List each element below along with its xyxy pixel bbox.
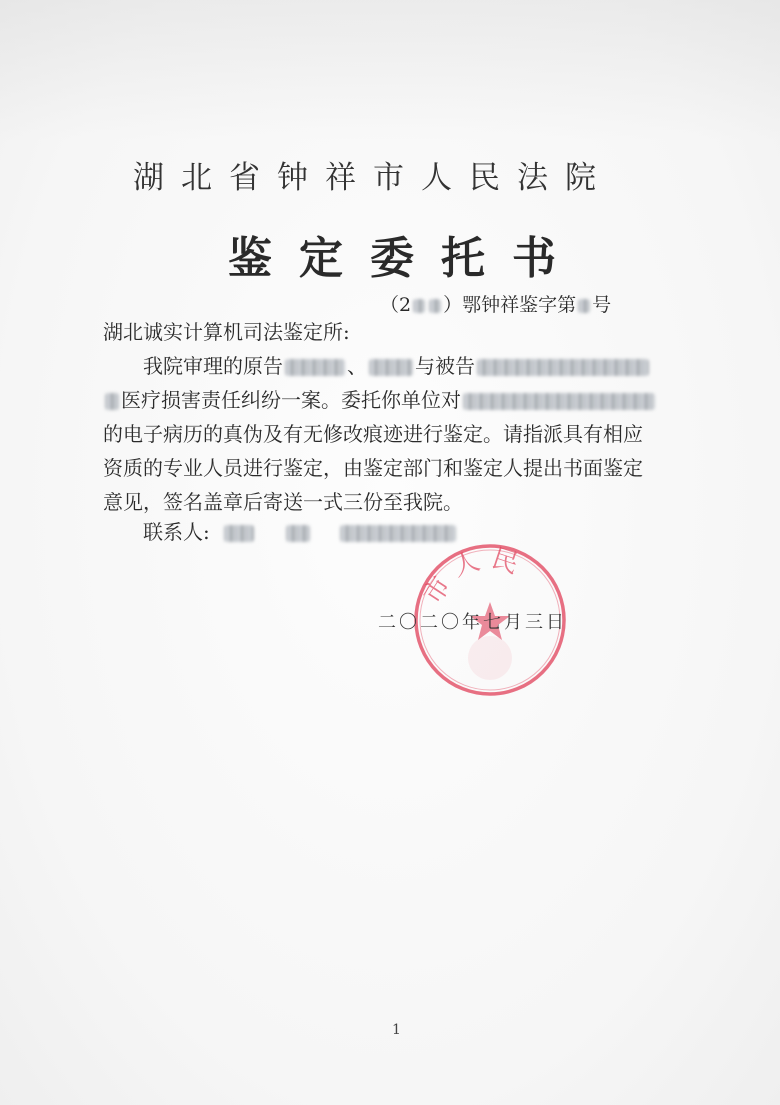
redaction-mark xyxy=(429,299,441,313)
body-line-2 xyxy=(103,386,657,414)
redaction-mark xyxy=(105,393,119,410)
scan-shading xyxy=(0,0,780,140)
contact-label: 联系人: xyxy=(143,520,210,544)
redaction-mark xyxy=(224,525,254,542)
document-date: 二〇二〇年七月三日 xyxy=(378,612,567,633)
court-name: 湖北省钟祥市人民法院 xyxy=(133,160,613,196)
page-number: 1 xyxy=(392,1022,401,1038)
body-line-1 xyxy=(143,352,651,380)
redaction-mark xyxy=(369,359,413,376)
case-number-middle: ）鄂钟祥鉴字第 xyxy=(443,294,577,316)
body-line-4: 资质的专业人员进行鉴定，由鉴定部门和鉴定人提出书面鉴定 xyxy=(103,456,643,480)
body-line-1-text-a: 我院审理的原告 xyxy=(143,354,283,378)
body-line-5: 意见，签名盖章后寄送一式三份至我院。 xyxy=(103,490,463,514)
case-number xyxy=(380,290,611,317)
body-line-2-text-a: 医疗损害责任纠纷一案。委托你单位对 xyxy=(121,388,461,412)
redaction-mark xyxy=(286,525,310,542)
redaction-mark xyxy=(578,299,590,313)
body-line-1-text-b: 、 xyxy=(347,354,367,378)
document-title: 鉴定委托书 xyxy=(228,233,583,284)
body-line-1-text-c: 与被告 xyxy=(415,354,475,378)
redaction-mark xyxy=(285,359,345,376)
case-number-suffix: 号 xyxy=(592,294,612,316)
redaction-mark xyxy=(413,299,425,313)
redaction-mark xyxy=(477,359,649,376)
redaction-mark xyxy=(463,393,655,410)
seal-text: 市人民 xyxy=(417,543,530,610)
svg-text:市人民 xyxy=(418,543,530,609)
case-number-prefix: （2 xyxy=(380,294,412,316)
body-line-3: 的电子病历的真伪及有无修改痕迹进行鉴定。请指派具有相应 xyxy=(103,422,643,446)
addressee: 湖北诚实计算机司法鉴定所: xyxy=(103,320,350,344)
